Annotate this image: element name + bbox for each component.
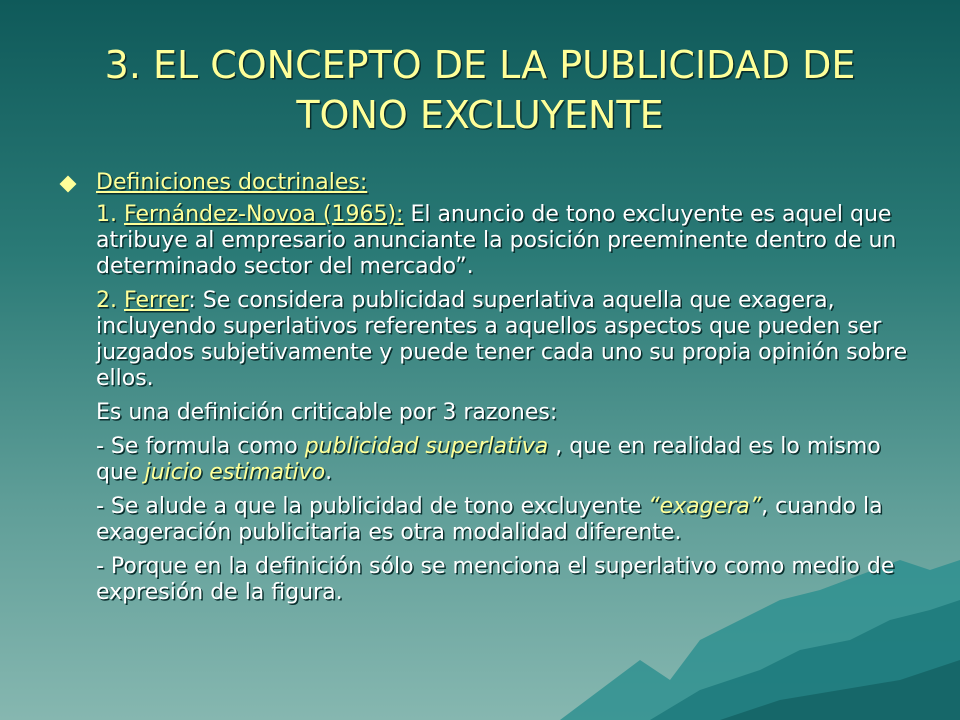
- reason-1: - Se formula como publicidad superlativa , que en realidad es lo mismo que juicio estimativo.: [96, 434, 881, 485]
- definition-2: 2. Ferrer: Se considera publicidad superlativa aquella que exagera, incluyendo superlativos referentes a aquellos aspectos que pueden ser juzgados subjetivamente y puede tener cada uno su propia opinión sobre ellos.: [96, 288, 908, 391]
- author-ferrer: Ferrer: [124, 288, 189, 313]
- bullet-heading: Definiciones doctrinales:: [96, 170, 368, 195]
- bullet-definiciones: [60, 170, 910, 196]
- reason-2: - Se alude a que la publicidad de tono excluyente “exagera”, cuando la exageración publicitaria es otra modalidad diferente.: [96, 494, 883, 545]
- diamond-bullet-icon: [60, 176, 77, 193]
- definition-1: 1. Fernández-Novoa (1965): El anuncio de tono excluyente es aquel que atribuye al empresario anunciante la posición preeminente dentro de un determinado sector del mercado”.: [96, 202, 897, 279]
- title-line-2: TONO EXCLUYENTE: [296, 93, 664, 137]
- title-line-1: 3. EL CONCEPTO DE LA PUBLICIDAD DE: [104, 43, 856, 87]
- author-fernandez-novoa: Fernández-Novoa (1965):: [124, 202, 404, 227]
- criticism-intro: Es una definición criticable por 3 razones:: [96, 400, 558, 425]
- reason-3: - Porque en la definición sólo se menciona el superlativo como medio de expresión de la figura.: [96, 554, 895, 605]
- slide-content: [60, 170, 910, 614]
- slide-title: [60, 40, 900, 140]
